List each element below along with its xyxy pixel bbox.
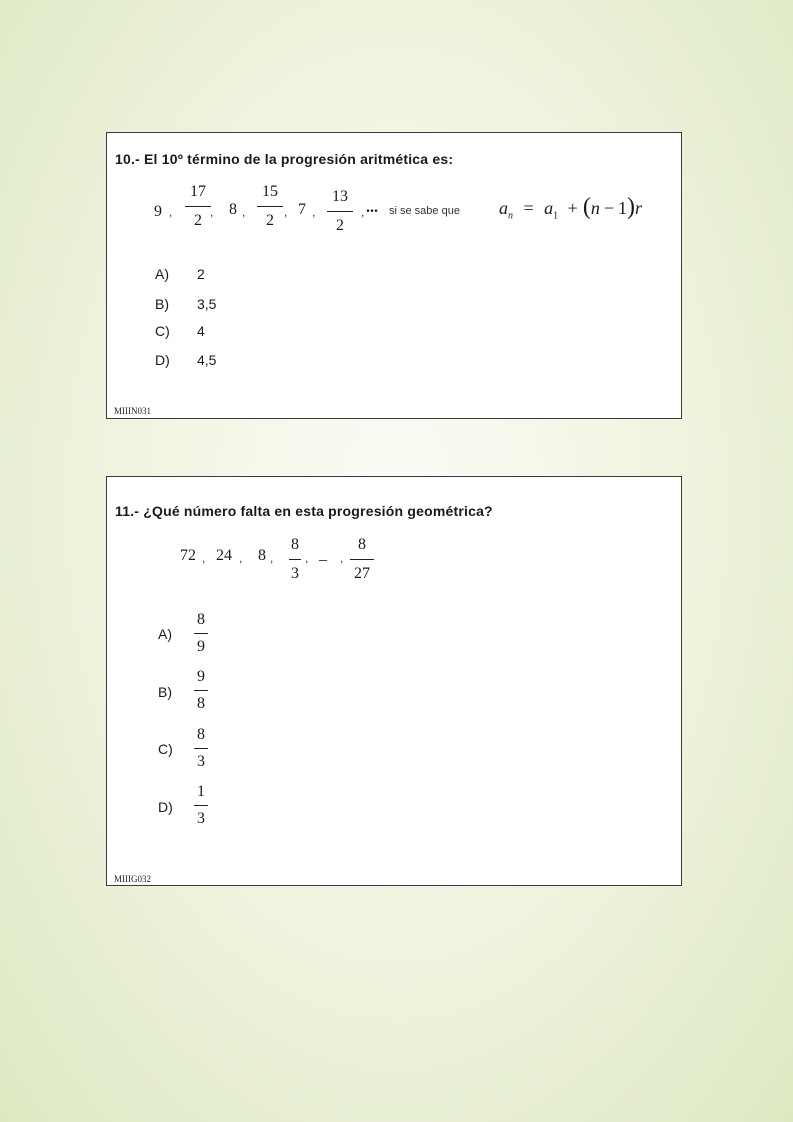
option-a[interactable] [158,611,218,655]
option-c[interactable] [155,323,205,341]
fraction-denominator: 27 [354,565,370,582]
sequence-term: 24 [216,547,232,564]
option-a[interactable] [155,266,205,284]
sequence-term: 8 [229,201,237,218]
question-11-title: 11.- ¿Qué número falta en esta progresión geométrica? [115,503,493,519]
option-fraction [188,668,214,713]
fraction-denominator: 2 [266,212,274,229]
sequence-term: 8 [258,547,266,564]
formula-r: r [634,198,642,218]
formula-paren: ) [626,194,635,220]
separator: , [242,205,246,219]
option-letter: A) [158,626,172,642]
fraction-numerator: 15 [262,183,278,200]
option-letter: B) [155,296,169,312]
fraction-numerator: 8 [291,536,299,553]
separator: , [361,205,365,219]
fraction-numerator: 8 [197,726,205,743]
fraction-bar [350,559,374,560]
formula-paren: ( [582,194,591,220]
separator: , [210,205,214,219]
question-10-title: 10.- El 10º término de la progresión aritmética es: [115,151,454,167]
option-fraction [188,783,214,828]
fraction-8-27 [347,536,377,583]
separator: , [239,551,243,565]
separator: , [312,205,316,219]
option-value: 2 [197,266,205,282]
option-letter: C) [155,323,170,339]
missing-term-blank: _ [319,546,327,563]
fraction-numerator: 1 [197,783,205,800]
fraction-15-2 [255,183,288,230]
general-term-formula [499,195,642,222]
separator: , [202,551,206,565]
option-value: 3,5 [197,296,217,312]
fraction-bar [194,690,208,691]
option-letter: C) [158,741,173,757]
fraction-bar [185,206,211,207]
fraction-17-2 [183,183,213,230]
fraction-numerator: 9 [197,668,205,685]
option-fraction [188,611,214,656]
formula-subscript: 1 [553,210,559,222]
formula-n: n [590,198,600,218]
formula-a1: a [544,198,554,218]
fraction-bar [327,211,353,212]
fraction-bar [257,206,283,207]
sequence-term: 7 [298,201,306,218]
hint-text: si se sabe que [389,205,460,217]
fraction-numerator: 8 [358,536,366,553]
fraction-13-2 [325,188,355,235]
formula-minus: − [603,198,614,218]
fraction-numerator: 8 [197,611,205,628]
formula-a: a [499,198,508,218]
formula-subscript: n [508,210,513,222]
formula-plus: + [567,198,578,218]
option-b[interactable] [158,668,218,712]
fraction-denominator: 3 [291,565,299,582]
option-letter: D) [155,352,170,368]
option-d[interactable] [158,783,218,827]
fraction-bar [194,805,208,806]
option-b[interactable] [155,296,217,314]
option-c[interactable] [158,726,218,770]
option-value: 4 [197,323,205,339]
fraction-numerator: 13 [332,188,348,205]
sequence-term: 9 [154,203,162,220]
fraction-numerator: 17 [190,183,206,200]
option-letter: A) [155,266,169,282]
fraction-denominator: 2 [336,217,344,234]
fraction-denominator: 3 [197,810,205,827]
question-11-card [106,476,682,886]
fraction-bar [194,633,208,634]
option-value: 4,5 [197,352,217,368]
fraction-denominator: 3 [197,753,205,770]
separator: , [284,205,288,219]
separator: , [305,551,309,565]
fraction-denominator: 9 [197,638,205,655]
separator: , [270,551,274,565]
separator: , [169,205,173,219]
option-d[interactable] [155,352,217,370]
fraction-bar [194,748,208,749]
fraction-denominator: 8 [197,695,205,712]
option-letter: B) [158,684,172,700]
ellipsis: ... [366,199,378,216]
formula-one: 1 [617,198,627,218]
fraction-denominator: 2 [194,212,202,229]
fraction-bar [289,559,301,560]
sequence-term: 72 [180,547,196,564]
question-code: MIIIG032 [114,874,151,884]
separator: , [340,551,344,565]
question-code: MIIIN031 [114,406,151,416]
question-10-card [106,132,682,419]
option-letter: D) [158,799,173,815]
option-fraction [188,726,214,771]
formula-equals: = [523,198,534,218]
